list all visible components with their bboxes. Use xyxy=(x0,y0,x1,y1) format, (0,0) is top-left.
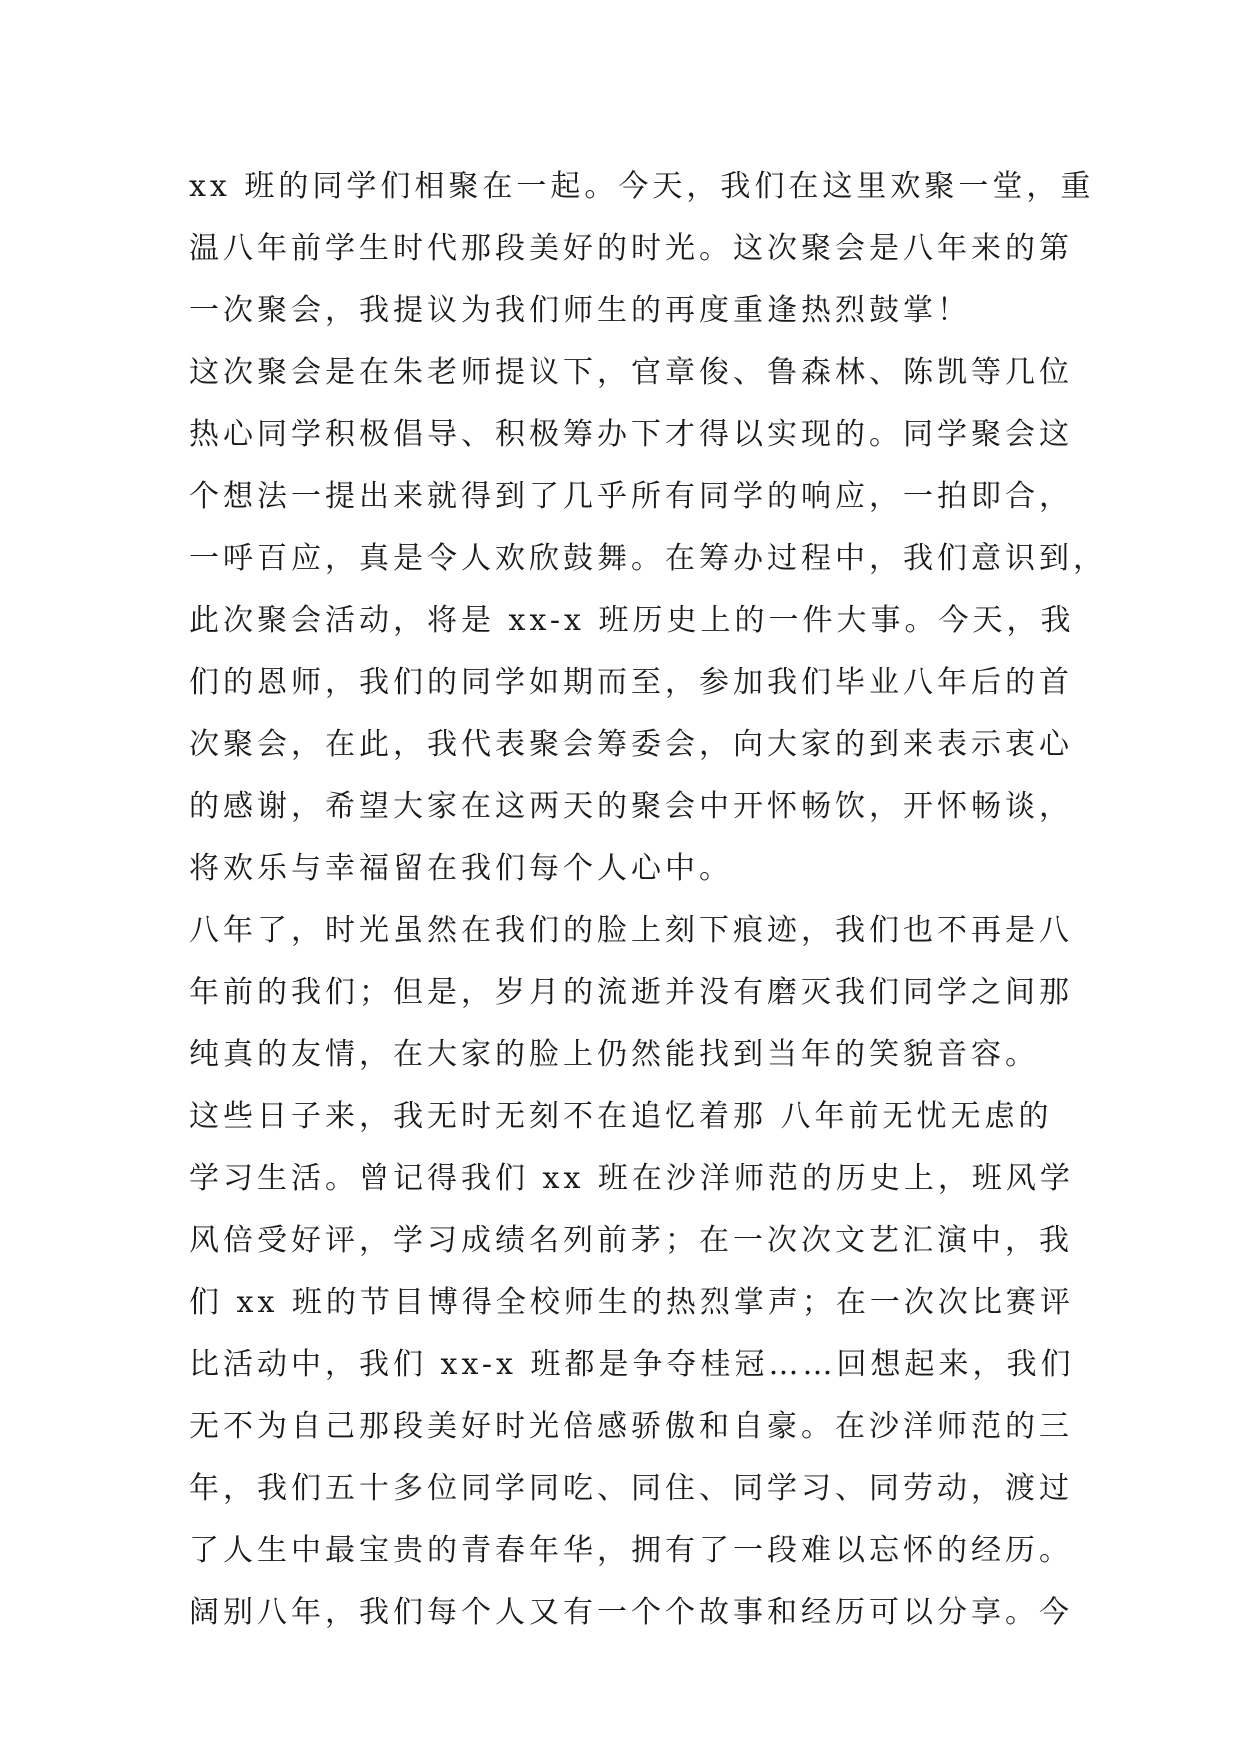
text-line: 一呼百应，真是令人欢欣鼓舞。在筹办过程中，我们意识到， xyxy=(189,541,1107,576)
text-line: 风倍受好评，学习成绩名列前茅；在一次次文艺汇演中，我 xyxy=(189,1223,1073,1258)
text-line: 学习生活。曾记得我们 xx 班在沙洋师范的历史上，班风学 xyxy=(189,1161,1074,1196)
text-line: 此次聚会活动，将是 xx-x 班历史上的一件大事。今天，我 xyxy=(189,603,1075,638)
text-line: xx 班的同学们相聚在一起。今天，我们在这里欢聚一堂，重 xyxy=(189,169,1095,204)
text-line: 阔别八年，我们每个人又有一个个故事和经历可以分享。今 xyxy=(189,1595,1073,1630)
document-body xyxy=(189,156,1107,1644)
text-line: 无不为自己那段美好时光倍感骄傲和自豪。在沙洋师范的三 xyxy=(189,1409,1073,1444)
text-line: 年前的我们；但是，岁月的流逝并没有磨灭我们同学之间那 xyxy=(189,975,1073,1010)
text-line: 纯真的友情，在大家的脸上仍然能找到当年的笑貌音容。 xyxy=(189,1037,1039,1072)
text-line: 温八年前学生时代那段美好的时光。这次聚会是八年来的第 xyxy=(189,231,1073,266)
text-line: 个想法一提出来就得到了几乎所有同学的响应，一拍即合， xyxy=(189,479,1073,514)
text-line: 这些日子来，我无时无刻不在追忆着那 八年前无忧无虑的 xyxy=(189,1099,1053,1134)
text-line: 比活动中，我们 xx-x 班都是争夺桂冠……回想起来，我们 xyxy=(189,1347,1075,1382)
text-line: 们 xx 班的节目博得全校师生的热烈掌声；在一次次比赛评 xyxy=(189,1285,1074,1320)
text-line: 年，我们五十多位同学同吃、同住、同学习、同劳动，渡过 xyxy=(189,1471,1073,1506)
text-line: 热心同学积极倡导、积极筹办下才得以实现的。同学聚会这 xyxy=(189,417,1073,452)
text-line: 的感谢，希望大家在这两天的聚会中开怀畅饮，开怀畅谈， xyxy=(189,789,1073,824)
text-line: 这次聚会是在朱老师提议下，官章俊、鲁森林、陈凯等几位 xyxy=(189,355,1073,390)
text-line: 八年了，时光虽然在我们的脸上刻下痕迹，我们也不再是八 xyxy=(189,913,1073,948)
text-line: 们的恩师，我们的同学如期而至，参加我们毕业八年后的首 xyxy=(189,665,1073,700)
text-line: 了人生中最宝贵的青春年华，拥有了一段难以忘怀的经历。 xyxy=(189,1533,1073,1568)
text-line: 将欢乐与幸福留在我们每个人心中。 xyxy=(189,851,733,886)
text-line: 一次聚会，我提议为我们师生的再度重逢热烈鼓掌！ xyxy=(189,293,971,328)
text-line: 次聚会，在此，我代表聚会筹委会，向大家的到来表示衷心 xyxy=(189,727,1073,762)
